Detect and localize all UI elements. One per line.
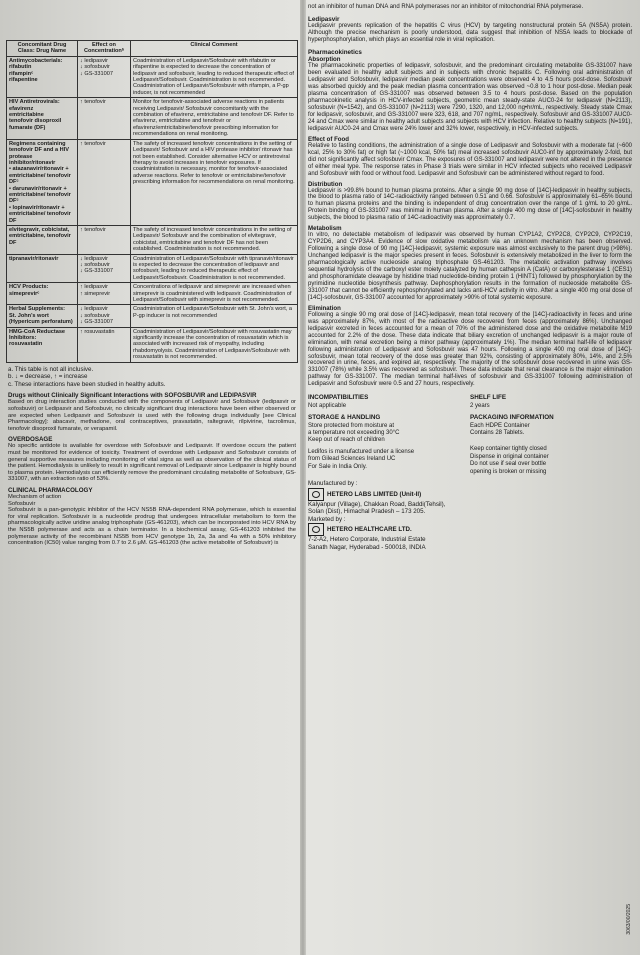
drug-cell: Regimens containing tenofovir DF and a HIV protease inhibitor/ritonavir • atazanavir/ritonavir + emtricitabine/ tenofovir DFᶜ • darunavir/ritonavir + emtricitabine/ tenofovir DFᶜ • lopinavir/ritonavir + emtricitabine/ tenofovir DF bbox=[7, 139, 78, 225]
overdosage-title: OVERDOSAGE bbox=[8, 436, 53, 444]
shelf-life-title: SHELF LIFE bbox=[470, 394, 507, 402]
effect-cell: ↓ ledipasvir ↓ sofosbuvir ↓ GS-331007 bbox=[78, 305, 131, 327]
drug-cell: HIV Antiretrovirals: efavirenz emtricitabine tenofovir disoproxil fumarate (DF) bbox=[7, 98, 78, 139]
elimination-text: Following a single 90 mg oral dose of [14C]-ledipasvir, mean total recovery of the [14C]-radioactivity in feces and urine was approximately 87%, with most of the radioactive dose recovered from feces (approximately 86%). Unchanged ledipasvir excreted in feces accounted for a mean of 70% of the administered dose and the oxidative metabolite M19 accounted for 2.2% of the dose. These data indicate that biliary excretion of unchanged ledipasvir is a major route of elimination, with renal excretion being a minor pathway (approximately 1%). The median terminal half-life of ledipasvir following administration of Ledipasvir and Sofosbuvir was 47 hours. Following a single 400 mg oral dose of [14C]-sofosbuvir, mean total recovery of the dose was greater than 92%, consisting of approximately 80%, 14%, and 2.5% recovered in urine, feces, and expired air, respectively. The majority of the sofosbuvir dose recovered in urine was GS-331007 (78%) while 3.5% was recovered as sofosbuvir. These data indicate that renal clearance is the major elimination pathway for GS-331007. The median terminal half-lives of sofosbuvir and GS-331007 following administration of Ledipasvir and Sofosbuvir were 0.5 and 27 hours, respectively. bbox=[308, 311, 632, 388]
drug-cell: tipranavir/ritonavir bbox=[7, 254, 78, 283]
table-row bbox=[7, 139, 298, 225]
license-line: For Sale in India Only. bbox=[308, 463, 367, 470]
table-row bbox=[7, 56, 298, 97]
distribution-title: Distribution bbox=[308, 180, 343, 188]
drug-cell: Antimycobacterials: rifabutin rifampinᶜ rifapentine bbox=[7, 56, 78, 97]
header-comment: Clinical Comment bbox=[131, 41, 298, 57]
packaging-line: Contains 28 Tablets. bbox=[470, 429, 525, 436]
packaging-title: PACKAGING INFORMATION bbox=[470, 414, 554, 422]
comment-cell: Coadministration of Ledipasvir/Sofosbuvir with rifabutin or rifapentine is expected to decrease the concentration of ledipasvir and sofosbuvir, leading to reduced therapeutic effect of Ledipasvir/Sofosbuvir. Coadministration is not recommended. Coadministration of Ledipasvir/Sofosbuvir with rifampin, a P-gp inducer, is not recommended bbox=[131, 56, 298, 97]
manufacturer-name: HETERO LABS LIMITED (Unit-II) bbox=[327, 490, 422, 498]
left-column bbox=[4, 0, 300, 955]
no-interactions-section bbox=[8, 392, 296, 432]
hetero-logo-icon bbox=[308, 523, 324, 536]
note-a: a. This table is not all inclusive. bbox=[8, 365, 94, 373]
note-c: c. These interactions have been studied in healthy adults. bbox=[8, 380, 166, 388]
incompatibilities-title: INCOMPATIBILITIES bbox=[308, 394, 369, 402]
food-title: Effect of Food bbox=[308, 135, 349, 143]
header-effect: Effect on Concentrationᵇ bbox=[78, 41, 131, 57]
drug-cell: HCV Products: simeprevirᶜ bbox=[7, 283, 78, 305]
manufactured-by-label: Manufactured by : bbox=[308, 479, 358, 487]
keep-line: Keep container tightly closed bbox=[470, 446, 547, 453]
effect-cell: ↑ rosuvastatin bbox=[78, 327, 131, 362]
table-notes bbox=[8, 366, 296, 389]
right-column bbox=[306, 0, 634, 955]
comment-cell: The safety of increased tenofovir concentrations in the setting of Ledipasvir/ Sofosbuvir and the combination of elvitegravir, cobicistat, emtricitabine and tenofovir DF has not been established. Coadministration is not recommended. bbox=[131, 225, 298, 254]
drug-cell: HMG-CoA Reductase Inhibitors: rosuvastatin bbox=[7, 327, 78, 362]
drug-cell: elvitegravir, cobicistat, emtricitabine, tenofovir DF bbox=[7, 225, 78, 254]
marketer-name: HETERO HEALTHCARE LTD. bbox=[327, 526, 412, 534]
absorption-title: Absorption bbox=[308, 56, 341, 64]
pharmacokinetics-title: Pharmacokinetics bbox=[308, 49, 362, 57]
header-drug: Concomitant Drug Class: Drug Name bbox=[7, 41, 78, 57]
hetero-logo-icon bbox=[308, 488, 324, 501]
intro-paragraph: not an inhibitor of human DNA and RNA polymerases nor an inhibitor of mitochondrial RNA polymerase. bbox=[308, 4, 584, 10]
marketed-by-label: Marketed by : bbox=[308, 515, 346, 523]
ledipasvir-section bbox=[308, 16, 632, 44]
storage-left bbox=[308, 394, 470, 476]
drug-interaction-table bbox=[6, 40, 298, 363]
comment-cell: The safety of increased tenofovir concentrations in the setting of Ledipasvir/ Sofosbuvir and a HIV protease inhibitor/ ritonavir has not been established. Consider alternative HCV or antiretroviral therapy to avoid increases in tenofovir exposures. If coadministration is necessary, monitor for tenofovir-associated adverse reactions. Refer to tenofovir or emtricitabine/tenofovir prescribing information for recommendations on renal monitoring. bbox=[131, 139, 298, 225]
mechanism-subtitle: Mechanism of action bbox=[8, 494, 62, 500]
storage-title: STORAGE & HANDLING bbox=[308, 414, 381, 422]
license-line: from Gilead Sciences Ireland UC bbox=[308, 456, 396, 463]
effect-cell: ↓ ledipasvir ↓ sofosbuvir ↓ GS-331007 bbox=[78, 254, 131, 283]
overdosage-text: No specific antidote is available for overdose with Sofosbuvir and Ledipasvir. If overdose occurs the patient must be monitored for evidence of toxicity. Treatment of overdose with Ledipasvir and Sofosbuvir consists of general supportive measures including monitoring of vital signs as well as observation of the clinical status of the patient. Hemodialysis is unlikely to result in significant removal of Ledipasvir since Ledipasvir is highly bound to plasma protein. Hemodialysis can efficiently remove the predominant circulating metabolite of Sofosbuvir, GS-331007, with an extraction ratio of 53%. bbox=[8, 443, 296, 483]
distribution-text: Ledipasvir is >99.8% bound to human plasma proteins. After a single 90 mg dose of [14C]-ledipasvir in healthy subjects, the blood to plasma ratio of 14C-radioactivity ranged between 0.51 and 0.66. Sofosbuvir is approximately 61–65% bound to human plasma proteins and the binding is independent of drug concentration over the range of 1 g/mL to 20 g/mL. Protein binding of GS-331007 was minimal in human plasma. After a single 400 mg dose of [14C]-sofosbuvir in healthy subjects, the blood to plasma ratio of 14C-radioactivity was approximately 0.7. bbox=[308, 187, 632, 222]
storage-line: a temperature not exceeding 30°C bbox=[308, 429, 400, 436]
drug-cell: Herbal Supplements: St. John's wort (Hypericum perforatum) bbox=[7, 305, 78, 327]
food-text: Relative to fasting conditions, the administration of a single dose of Ledipasvir and Sofosbuvir with a moderate fat (~600 kcal, 25% to 30% fat) or high fat (~1000 kcal, 50% fat) meal increased sofosbuvir AUC0-inf by approximately 2-fold, but did not significantly affect sofosbuvir Cmax. The exposures of GS-331007 and ledipasvir were not altered in the presence of either meal type. The response rates in Phase 3 trials were similar in HCV infected subjects who received Ledipasvir and Sofosbuvir with food or without food. Ledipasvir and Sofosbuvir can be administered without regard to food. bbox=[308, 142, 632, 177]
effect-cell: ↑ ledipasvir ↑ simeprevir bbox=[78, 283, 131, 305]
keep-line: Dispense in original container bbox=[470, 453, 549, 460]
ledipasvir-text: Ledipasvir prevents replication of the hepatitis C virus (HCV) by targeting nonstructural protein 5A (NS5A) protein. Although the precise mechanism is poorly understood, data suggest that inhibition of NS5A leads to blockade of hyperphosphorylation, which plays an essential role in viral replication. bbox=[308, 23, 632, 44]
table-row bbox=[7, 254, 298, 283]
effect-cell: ↑ tenofovir bbox=[78, 225, 131, 254]
no-interactions-title: Drugs without Clinically Significant Interactions with SOFOSBUVIR and LEDIPASVIR bbox=[8, 392, 257, 400]
note-b: b. ↓ = decrease, ↑ = increase bbox=[8, 373, 88, 381]
marketer-address: 7-2-A2, Hetero Corporate, Industrial Estate bbox=[308, 536, 426, 544]
no-interactions-text: Based on drug interaction studies conducted with the components of Ledipasvir and Sofosbuvir (ledipasvir or sofosbuvir) or Ledipasvir and Sofosbuvir, no clinically significant drug interactions have been either observed or are expected when Ledipasvir and Sofosbuvir is used with the following drugs individually [see Clinical Pharmacology]: abacavir, methadone, oral contraceptives, pravastatin, raltegravir, rilpivirine, tacrolimus, tenofovir disoproxil fumarate, or verapamil. bbox=[8, 399, 296, 432]
absorption-text: The pharmacokinetic properties of ledipasvir, sofosbuvir, and the predominant circulating metabolite GS-331007 have been evaluated in healthy adult subjects and in subjects with chronic hepatitis C. Following oral administration of Ledipasvir and Sofosbuvir, ledipasvir median peak concentrations were observed 4 to 4.5 hours post-dose. Sofosbuvir was absorbed quickly and the peak median plasma concentration was observed ~0.8 to 1 hour post-dose. Median peak plasma concentration of GS-331007 was observed between 3.5 to 4 hours post-dose. Based on the population pharmacokinetic analysis in HCV-infected subjects, geometric mean steady-state AUC0-24 for ledipasvir (N=2113), sofosbuvir (N=1542), and GS-331007 (N=2113) were 7290, 1320, and 12,000 ng•hr/mL, respectively. Steady state Cmax for ledipasvir, sofosbuvir, and GS-331007 were 323, 618, and 707 ng/mL, respectively. Sofosbuvir and GS-331007 AUC0-24 and Cmax were similar in healthy adult subjects and subjects with HCV infection. Relative to healthy subjects (N=191), ledipasvir AUC0-24 and Cmax were 24% lower and 32% lower, respectively, in HCV-infected subjects. bbox=[308, 63, 632, 132]
keep-line: Do not use if seal over bottle bbox=[470, 461, 547, 468]
table-row bbox=[7, 327, 298, 362]
marketer-address: Sanath Nagar, Hyderabad - 500018, INDIA bbox=[308, 543, 426, 551]
effect-cell: ↑ tenofovir bbox=[78, 98, 131, 139]
comment-cell: Coadministration of Ledipasvir/Sofosbuvir with rosuvastatin may significantly increase the concentration of rosuvastatin which is associated with increased risk of myopathy, including rhabdomyolysis. Coadministration of Ledipasvir/Sofosbuvir with rosuvastatin is not recommended. bbox=[131, 327, 298, 362]
table-row bbox=[7, 98, 298, 139]
clinical-pharmacology-text: Sofosbuvir is a pan-genotypic inhibitor of the HCV NS5B RNA-dependent RNA polymerase, which is essential for viral replication. Sofosbuvir is a nucleotide prodrug that undergoes intracellular metabolism to form the pharmacologically active uridine analog triphosphate (GS-461203), which can be incorporated into HCV RNA by the NS5B polymerase and acts as a chain terminator. In a biochemical assay, GS-461203 inhibited the polymerase activity of the recombinant NS5B from HCV genotype 1b, 2a, 3a and 4a with a 50% inhibitory concentration (IC50) value ranging from 0.7 to 2.6 μM. GS-461203 (the active metabolite of Sofosbuvir) is bbox=[8, 507, 296, 547]
table-row bbox=[7, 283, 298, 305]
elimination-title: Elimination bbox=[308, 304, 341, 312]
effect-cell: ↑ tenofovir bbox=[78, 139, 131, 225]
table-header-row bbox=[7, 41, 298, 57]
metabolism-text: In vitro, no detectable metabolism of ledipasvir was observed by human CYP1A2, CYP2C8, CYP2C9, CYP2C19, CYP2D6, and CYP3A4. Evidence of slow oxidative metabolism via an unknown mechanism has been observed. Following a single dose of 90 mg [14C]-ledipasvir, systemic exposure was almost exclusively to the parent drug (>98%). Unchanged ledipasvir is the major species present in feces. Sofosbuvir is extensively metabolized in the liver to form the pharmacologically active nucleoside analog triphosphate GS-461203. The metabolic activation pathway involves sequential hydrolysis of the carboxyl ester moiety catalyzed by human cathepsin A (CatA) or carboxylesterase 1 (CES1) and phosphoramidate cleavage by histidine triad nucleotide-binding protein 1 (HINT1) followed by phosphorylation by the pyrimidine nucleotide biosynthesis pathway. Dephosphorylation results in the formation of nucleoside metabolite GS-331007 that cannot be efficiently rephosphorylated and lacks anti-HCV activity in vitro. After a single 400 mg oral dose of [14C]-sofosbuvir, GS-331007 accounted for approximately >90% of total systemic exposure. bbox=[308, 232, 632, 301]
clinical-pharmacology-title: CLINICAL PHARMACOLOGY bbox=[8, 487, 93, 494]
license-line: Ledifos is manufactured under a license bbox=[308, 448, 415, 455]
clinical-pharmacology-section bbox=[8, 487, 296, 547]
pharmacokinetics-section bbox=[308, 49, 632, 388]
shelf-life-text: 2 years bbox=[470, 402, 490, 409]
sofosbuvir-subtitle: Sofosbuvir bbox=[8, 500, 36, 507]
metabolism-title: Metabolism bbox=[308, 225, 342, 233]
leaflet-code: 3063/00/2025 bbox=[626, 904, 632, 935]
comment-cell: Concentrations of ledipasvir and simeprevir are increased when simeprevir is coadministered with ledipasvir. Coadministration of Ledipasvir/Sofosbuvir with simeprevir is not recommended. bbox=[131, 283, 298, 305]
keep-line: opening is broken or missing bbox=[470, 468, 547, 475]
storage-line: Keep out of reach of children bbox=[308, 437, 385, 444]
overdosage-section bbox=[8, 436, 296, 483]
manufacturer-address: Solan (Dist), Himachal Pradesh – 173 205. bbox=[308, 508, 426, 516]
comment-cell: Monitor for tenofovir-associated adverse reactions in patients receiving Ledipasvir/ Sofosbuvir concomitantly with the combination of efavirenz, emtricitabine and tenofovir DF. Refer to efavirenz, emtricitabine and tenofovir or efavirenz/emtricitabine/tenofovir prescribing information for recommendations on renal monitoring. bbox=[131, 98, 298, 139]
storage-info-grid bbox=[308, 394, 632, 476]
manufacturer-address: Kalyanpur (Village), Chakkan Road, Baddi(Tehsil), bbox=[308, 500, 446, 508]
manufacturer-block bbox=[308, 480, 632, 552]
table-row bbox=[7, 305, 298, 327]
storage-line: Store protected from moisture at bbox=[308, 422, 395, 429]
table-row bbox=[7, 225, 298, 254]
incompatibilities-text: Not applicable bbox=[308, 402, 347, 409]
storage-right bbox=[470, 394, 632, 476]
packaging-line: Each HDPE Container bbox=[470, 422, 530, 429]
effect-cell: ↓ ledipasvir ↓ sofosbuvir ↓ GS-331007 bbox=[78, 56, 131, 97]
comment-cell: Coadministration of Ledipasvir/Sofosbuvir with tipranavir/ritonavir is expected to decrease the concentration of ledipasvir and sofosbuvir, leading to reduced therapeutic effect of Ledipasvir/Sofosbuvir. Coadministration is not recommended. bbox=[131, 254, 298, 283]
comment-cell: Coadministration of Ledipasvir/Sofosbuvir with St. John's wort, a P-gp inducer is not recommended bbox=[131, 305, 298, 327]
ledipasvir-title: Ledipasvir bbox=[308, 15, 340, 23]
